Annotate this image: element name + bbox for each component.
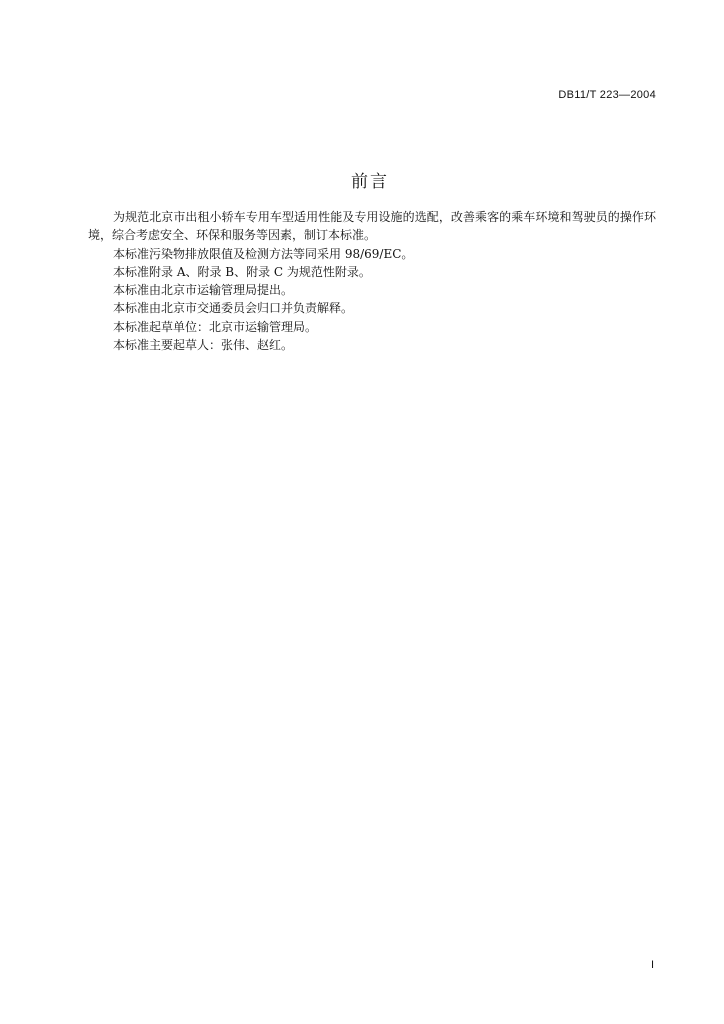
page-title: 前言 bbox=[351, 172, 389, 192]
paragraph: 本标准由北京市交通委员会归口并负责解释。 bbox=[113, 301, 354, 316]
paragraph: 本标准主要起草人：张伟、赵红。 bbox=[113, 338, 294, 353]
page-number: I bbox=[650, 959, 654, 971]
paragraph: 本标准起草单位：北京市运输管理局。 bbox=[113, 319, 318, 334]
document-code: DB11/T 223—2004 bbox=[558, 89, 656, 101]
paragraph: 本标准污染物排放限值及检测方法等同采用 98/69/EC。 bbox=[113, 246, 414, 261]
paragraph: 本标准附录 A、附录 B、附录 C 为规范性附录。 bbox=[113, 264, 371, 279]
paragraph: 本标准由北京市运输管理局提出。 bbox=[113, 283, 294, 298]
paragraph: 为规范北京市出租小轿车专用车型适用性能及专用设施的选配，改善乘客的乘车环境和驾驶员的操作环境，综合考虑安全、环保和服务等因素，制订本标准。 bbox=[88, 210, 656, 243]
foreword-body bbox=[88, 208, 656, 354]
